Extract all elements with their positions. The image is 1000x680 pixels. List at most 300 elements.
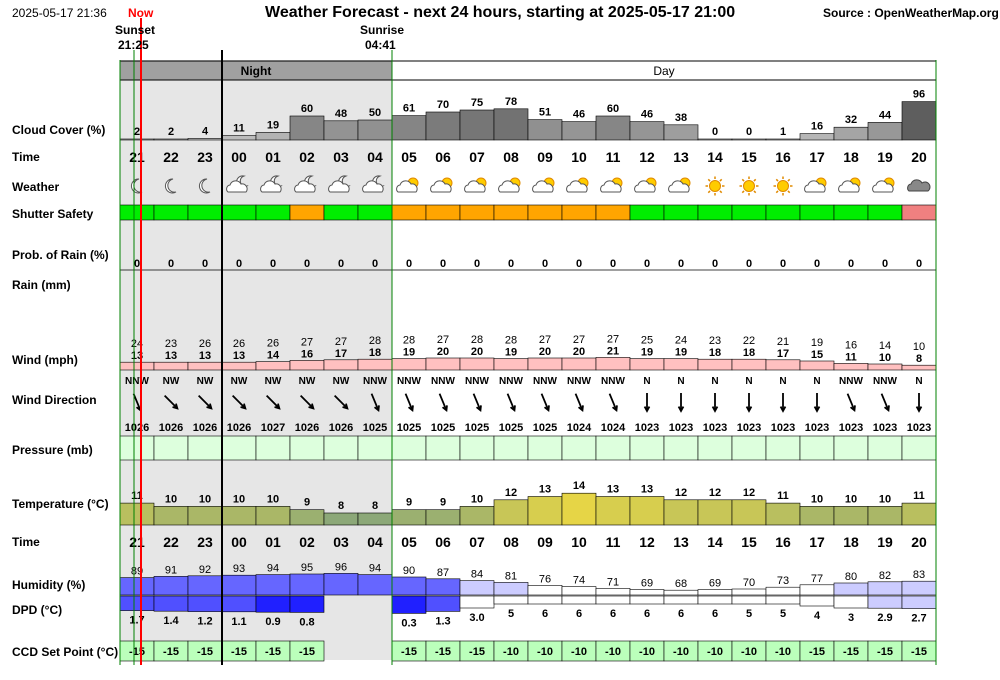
ccd-value: -10 — [605, 646, 621, 658]
cloud-bar — [834, 127, 868, 140]
cloud-bar — [562, 122, 596, 140]
dpd-bar — [596, 596, 630, 604]
ccd-value: -15 — [809, 646, 825, 658]
cloud-bar — [732, 139, 766, 140]
wind-gust-value: 27 — [606, 333, 620, 346]
wind-bar — [392, 359, 426, 370]
dpd-bar — [732, 596, 766, 604]
ccd-value: -15 — [265, 646, 281, 658]
dpd-bar — [460, 596, 494, 608]
partly-cloudy-day-icon — [805, 178, 826, 192]
time-label: 10 — [571, 149, 587, 165]
wind-speed-value: 15 — [810, 349, 824, 361]
shutter-cell — [392, 205, 426, 220]
sun-ray — [754, 179, 756, 181]
temperature-bar — [528, 497, 562, 526]
cloud-value: 51 — [538, 106, 552, 119]
sunrise-label: Sunrise — [360, 23, 405, 37]
ccd-value: -15 — [401, 646, 417, 658]
time-label: 09 — [537, 534, 553, 550]
pressure-value: 1024 — [600, 422, 626, 434]
time-label: 12 — [639, 149, 655, 165]
wind-gust-value: 14 — [878, 340, 892, 352]
cloud-value: 2 — [167, 126, 175, 138]
humidity-value: 80 — [844, 571, 858, 583]
sun-ray — [708, 191, 710, 193]
cloud-bar — [800, 134, 834, 140]
wind-speed-value: 19 — [674, 346, 688, 359]
wind-direction-label: N — [643, 376, 651, 387]
cloud-value: 0 — [745, 126, 753, 138]
cloud-value: 96 — [912, 88, 926, 101]
pressure-bar — [698, 436, 732, 460]
prob-rain-value: 0 — [303, 258, 311, 270]
wind-gust-value: 25 — [640, 334, 654, 347]
pressure-value: 1023 — [872, 422, 898, 434]
cloudy-icon — [908, 180, 930, 191]
cloud-value: 60 — [300, 103, 314, 115]
cloud-bar — [630, 122, 664, 140]
wind-bar — [222, 362, 256, 370]
wind-speed-value: 13 — [232, 350, 246, 363]
row-label-pressure: Pressure (mb) — [12, 443, 93, 457]
temperature-value: 13 — [640, 483, 654, 496]
ccd-value: -10 — [707, 646, 723, 658]
wind-direction-label: NW — [196, 376, 214, 387]
humidity-value: 89 — [130, 565, 144, 578]
dpd-bar — [766, 596, 800, 604]
wind-speed-value: 18 — [708, 347, 722, 360]
wind-speed-value: 19 — [640, 346, 654, 359]
dpd-value: 2.7 — [911, 612, 927, 625]
wind-gust-value: 27 — [436, 334, 450, 346]
temperature-value: 11 — [913, 490, 925, 503]
row-label-shutter: Shutter Safety — [12, 207, 94, 221]
dpd-value: 2.9 — [877, 612, 893, 625]
wind-bar — [766, 360, 800, 370]
pressure-value: 1023 — [736, 422, 762, 434]
ccd-value: -10 — [673, 646, 689, 658]
temperature-value: 9 — [405, 496, 413, 509]
dpd-value: 1.4 — [163, 615, 179, 628]
shutter-cell — [426, 205, 460, 220]
wind-speed-value: 17 — [776, 347, 790, 360]
wind-speed-value: 20 — [572, 346, 586, 358]
sunset-time: 21:25 — [118, 38, 149, 52]
time-label: 06 — [435, 534, 451, 550]
wind-gust-value: 19 — [810, 337, 824, 349]
humidity-bar — [460, 581, 494, 595]
humidity-value: 81 — [504, 570, 518, 583]
pressure-value: 1023 — [804, 422, 830, 434]
dpd-value: 1.7 — [129, 614, 145, 627]
temperature-value: 12 — [742, 486, 756, 499]
cloud-value: 50 — [368, 107, 382, 119]
cloud-value: 1 — [779, 126, 787, 138]
temperature-value: 10 — [470, 493, 484, 506]
wind-direction-label: NNW — [533, 376, 557, 387]
temperature-value: 13 — [538, 483, 552, 496]
pressure-bar — [630, 436, 664, 460]
pressure-bar — [460, 436, 494, 460]
prob-rain-value: 0 — [745, 258, 753, 270]
partly-cloudy-day-icon — [839, 178, 860, 192]
time-label: 14 — [707, 149, 723, 165]
temperature-bar — [800, 506, 834, 525]
pressure-value: 1025 — [464, 422, 490, 434]
pressure-bar — [800, 436, 834, 460]
time-label: 21 — [129, 534, 145, 550]
humidity-value: 83 — [912, 569, 926, 582]
pressure-bar — [154, 436, 188, 460]
wind-direction-label: NNW — [431, 376, 455, 387]
humidity-bar — [494, 582, 528, 595]
sun-shape — [744, 181, 755, 192]
time-label: 06 — [435, 149, 451, 165]
wind-speed-value: 20 — [470, 346, 484, 358]
prob-rain-value: 0 — [609, 258, 617, 270]
time-label: 04 — [367, 149, 383, 165]
wind-gust-value: 21 — [776, 335, 790, 348]
pressure-value: 1023 — [702, 422, 728, 434]
dpd-bar — [868, 596, 902, 608]
dpd-value: 1.2 — [197, 615, 213, 628]
humidity-value: 87 — [436, 566, 450, 579]
pressure-bar — [868, 436, 902, 460]
time-label: 18 — [843, 149, 859, 165]
humidity-bar — [698, 590, 732, 595]
dpd-bar — [902, 596, 936, 609]
humidity-bar — [562, 587, 596, 595]
pressure-value: 1025 — [396, 422, 422, 434]
wind-bar — [358, 359, 392, 370]
partly-cloudy-day-icon — [635, 178, 656, 192]
temperature-value: 12 — [708, 486, 722, 499]
dpd-value: 0.9 — [265, 616, 281, 629]
prob-rain-value: 0 — [201, 258, 209, 270]
row-label-wind-dir: Wind Direction — [12, 393, 97, 407]
time-label: 05 — [401, 534, 417, 550]
wind-speed-value: 11 — [845, 351, 857, 364]
time-label: 22 — [163, 534, 179, 550]
cloud-bar — [664, 125, 698, 140]
partly-cloudy-day-icon — [601, 178, 622, 192]
wind-gust-value: 26 — [232, 338, 246, 351]
humidity-bar — [324, 573, 358, 595]
pressure-bar — [766, 436, 800, 460]
wind-bar — [256, 362, 290, 370]
partly-cloudy-day-icon — [431, 178, 452, 192]
time-label: 23 — [197, 534, 213, 550]
ccd-value: -15 — [163, 646, 179, 658]
partly-cloudy-day-icon — [465, 178, 486, 192]
wind-bar — [154, 362, 188, 370]
pressure-bar — [426, 436, 460, 460]
pressure-value: 1025 — [362, 422, 388, 434]
pressure-bar — [528, 436, 562, 460]
pressure-bar — [358, 436, 392, 460]
time-label: 08 — [503, 149, 519, 165]
shutter-cell — [188, 205, 222, 220]
humidity-bar — [596, 588, 630, 595]
pressure-bar — [834, 436, 868, 460]
shutter-cell — [630, 205, 664, 220]
wind-gust-value: 28 — [368, 335, 382, 348]
sunny-icon — [706, 177, 725, 196]
cloud-value: 46 — [572, 108, 586, 121]
pressure-bar — [290, 436, 324, 460]
partly-cloudy-day-icon — [533, 178, 554, 192]
wind-direction-label: N — [813, 376, 821, 387]
wind-direction-label: NNW — [873, 376, 897, 387]
temperature-bar — [324, 513, 358, 525]
wind-speed-value: 10 — [878, 352, 892, 364]
wind-direction-label: N — [711, 376, 719, 387]
temperature-value: 10 — [878, 493, 892, 506]
pressure-bar — [392, 436, 426, 460]
temperature-bar — [698, 500, 732, 525]
humidity-bar — [392, 577, 426, 595]
temperature-bar — [120, 503, 154, 525]
wind-bar — [188, 362, 222, 370]
ccd-value: -15 — [231, 646, 247, 658]
sun-ray — [742, 179, 744, 181]
wind-bar — [596, 357, 630, 370]
shutter-cell — [222, 205, 256, 220]
ccd-value: -15 — [469, 646, 485, 658]
dpd-bar — [494, 596, 528, 604]
cloud-bar — [256, 132, 290, 140]
prob-rain-value: 0 — [269, 258, 277, 270]
wind-speed-value: 8 — [915, 353, 923, 366]
cloud-value: 61 — [402, 102, 416, 115]
humidity-value: 71 — [606, 576, 620, 589]
pressure-value: 1026 — [192, 422, 218, 434]
prob-rain-value: 0 — [473, 258, 481, 270]
ccd-value: -15 — [843, 646, 859, 658]
prob-rain-value: 0 — [507, 258, 515, 270]
wind-direction-label: NW — [264, 376, 282, 387]
time-label: 23 — [197, 149, 213, 165]
temperature-bar — [460, 506, 494, 525]
wind-gust-value: 24 — [130, 338, 144, 351]
shutter-cell — [766, 205, 800, 220]
temperature-value: 9 — [303, 496, 311, 509]
humidity-value: 69 — [640, 577, 654, 590]
humidity-value: 82 — [878, 569, 892, 582]
dpd-value: 6 — [541, 608, 549, 620]
humidity-value: 74 — [572, 574, 586, 587]
sun-ray — [776, 191, 778, 193]
temperature-bar — [188, 506, 222, 525]
dpd-bar — [188, 596, 222, 612]
humidity-bar — [256, 575, 290, 595]
wind-direction-label: NNW — [499, 376, 523, 387]
humidity-bar — [766, 587, 800, 595]
shutter-cell — [290, 205, 324, 220]
cloud-bar — [902, 102, 936, 140]
temperature-bar — [630, 497, 664, 526]
row-label-time: Time — [12, 150, 40, 164]
wind-direction-label: NW — [162, 376, 180, 387]
temperature-value: 8 — [371, 500, 379, 512]
row-label-time2: Time — [12, 535, 40, 549]
dpd-value: 6 — [711, 608, 719, 620]
wind-speed-value: 14 — [266, 349, 280, 362]
ccd-value: -15 — [877, 646, 893, 658]
wind-gust-value: 23 — [708, 335, 722, 348]
wind-direction-label: NNW — [839, 376, 863, 387]
row-label-dpd: DPD (°C) — [12, 603, 63, 617]
time-label: 10 — [571, 534, 587, 550]
row-label-prob-rain: Prob. of Rain (%) — [12, 248, 109, 262]
wind-bar — [800, 361, 834, 370]
pressure-bar — [120, 436, 154, 460]
cloud-value: 2 — [133, 126, 141, 138]
humidity-value: 92 — [198, 563, 212, 576]
temperature-bar — [596, 497, 630, 526]
shutter-cell — [664, 205, 698, 220]
temperature-bar — [154, 506, 188, 525]
wind-gust-value: 27 — [572, 334, 586, 346]
temperature-value: 10 — [844, 493, 858, 506]
time-label: 22 — [163, 149, 179, 165]
cloud-bar — [460, 110, 494, 140]
pressure-bar — [732, 436, 766, 460]
cloud-bar — [290, 116, 324, 140]
time-label: 01 — [265, 149, 281, 165]
wind-bar — [290, 360, 324, 370]
dpd-bar — [664, 596, 698, 604]
wind-direction-label: NNW — [363, 376, 387, 387]
wind-speed-value: 13 — [198, 350, 212, 363]
wind-bar — [732, 359, 766, 370]
wind-gust-value: 26 — [266, 337, 280, 350]
wind-bar — [664, 359, 698, 370]
pressure-bar — [664, 436, 698, 460]
temperature-value: 10 — [810, 493, 824, 506]
temperature-value: 11 — [131, 490, 143, 503]
prob-rain-value: 0 — [439, 258, 447, 270]
temperature-value: 12 — [504, 486, 518, 499]
time-label: 02 — [299, 534, 315, 550]
prob-rain-value: 0 — [541, 258, 549, 270]
wind-bar — [562, 358, 596, 370]
ccd-value: -10 — [639, 646, 655, 658]
temperature-bar — [834, 506, 868, 525]
cloud-bar — [188, 138, 222, 140]
temperature-bar — [664, 500, 698, 525]
prob-rain-value: 0 — [881, 258, 889, 270]
dpd-value: 5 — [745, 608, 753, 620]
ccd-value: -15 — [299, 646, 315, 658]
wind-gust-value: 27 — [538, 334, 552, 346]
temperature-value: 13 — [606, 483, 620, 496]
temperature-value: 10 — [164, 493, 178, 506]
dpd-bar — [120, 596, 154, 611]
time-label: 17 — [809, 149, 825, 165]
dpd-bar — [154, 596, 188, 611]
wind-direction-label: NNW — [601, 376, 625, 387]
temperature-bar — [868, 506, 902, 525]
humidity-bar — [902, 581, 936, 595]
prob-rain-value: 0 — [813, 258, 821, 270]
pressure-bar — [562, 436, 596, 460]
temperature-bar — [766, 503, 800, 525]
humidity-value: 96 — [334, 561, 348, 574]
cloud-bar — [358, 120, 392, 140]
wind-direction-label: NW — [230, 376, 248, 387]
wind-gust-value: 26 — [198, 338, 212, 351]
temperature-bar — [358, 513, 392, 525]
day-label: Day — [653, 64, 675, 78]
humidity-bar — [188, 576, 222, 595]
cloud-shape — [908, 180, 930, 191]
humidity-value: 84 — [470, 568, 484, 581]
pressure-bar — [188, 436, 222, 460]
humidity-bar — [800, 585, 834, 595]
temperature-value: 14 — [572, 480, 586, 493]
shutter-cell — [528, 205, 562, 220]
wind-speed-value: 19 — [504, 346, 518, 359]
cloud-value: 38 — [674, 111, 688, 124]
humidity-bar — [290, 574, 324, 595]
prob-rain-value: 0 — [643, 258, 651, 270]
wind-direction-label: N — [779, 376, 787, 387]
shutter-cell — [732, 205, 766, 220]
dpd-bar — [800, 596, 834, 606]
time-label: 19 — [877, 534, 893, 550]
pressure-value: 1025 — [498, 422, 524, 434]
partly-cloudy-day-icon — [397, 178, 418, 192]
wind-bar — [324, 360, 358, 370]
prob-rain-value: 0 — [337, 258, 345, 270]
wind-bar — [630, 359, 664, 370]
ccd-value: -15 — [129, 646, 145, 658]
sun-ray — [720, 191, 722, 193]
time-label: 20 — [911, 149, 927, 165]
dpd-value: 0.8 — [299, 616, 315, 629]
cloud-value: 48 — [334, 107, 348, 120]
row-label-rain: Rain (mm) — [12, 278, 71, 292]
sun-ray — [788, 191, 790, 193]
time-label: 08 — [503, 534, 519, 550]
row-label-cloud: Cloud Cover (%) — [12, 123, 106, 137]
wind-direction-label: NNW — [125, 376, 149, 387]
shutter-cell — [562, 205, 596, 220]
pressure-value: 1023 — [668, 422, 694, 434]
time-label: 20 — [911, 534, 927, 550]
humidity-bar — [120, 578, 154, 595]
shutter-cell — [596, 205, 630, 220]
temperature-value: 10 — [266, 493, 280, 506]
ccd-value: -15 — [911, 646, 927, 658]
row-label-ccd: CCD Set Point (°C) — [12, 645, 119, 659]
ccd-value: -10 — [741, 646, 757, 658]
time-label: 00 — [231, 534, 247, 550]
wind-speed-value: 13 — [164, 350, 178, 363]
wind-bar — [528, 358, 562, 370]
temperature-bar — [562, 493, 596, 525]
pressure-value: 1026 — [226, 422, 252, 434]
humidity-bar — [154, 576, 188, 595]
cloud-value: 75 — [470, 97, 484, 109]
pressure-value: 1023 — [634, 422, 660, 434]
pressure-value: 1023 — [906, 422, 932, 434]
partly-cloudy-day-icon — [499, 178, 520, 192]
humidity-value: 94 — [368, 562, 382, 575]
night-label: Night — [240, 64, 272, 78]
